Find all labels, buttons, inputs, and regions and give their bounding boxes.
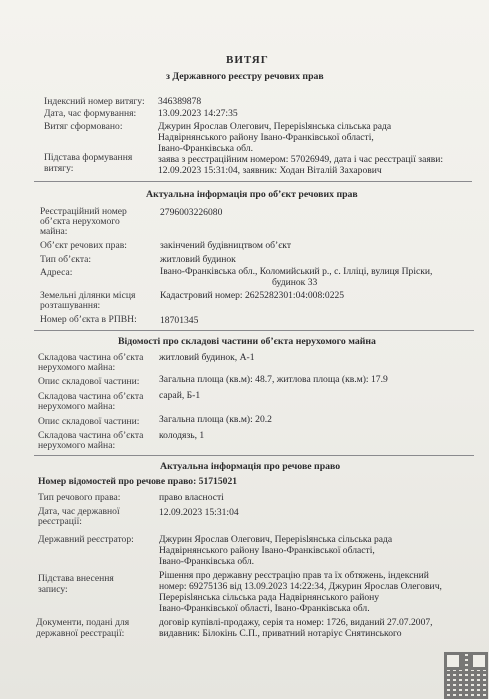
formed-label: Витяг сформовано: <box>44 121 123 132</box>
document-title: ВИТЯГ <box>226 54 269 66</box>
reg-number-value: 2796003226080 <box>160 207 223 218</box>
basis-value-line-2: 12.09.2023 15:31:04, заявник: Ходан Віталій Захарович <box>158 165 382 176</box>
divider <box>34 455 474 456</box>
land-value: Кадастровий номер: 2625282301:04:008:0225 <box>160 290 345 301</box>
desc2-label: Опис складової частини: <box>38 416 140 427</box>
object-label: Об’єкт речових прав: <box>40 240 127 251</box>
address-label: Адреса: <box>40 267 73 278</box>
reg-date-label-line-2: реєстрації: <box>38 516 82 527</box>
registrar-value-line-1: Джурин Ярослав Олегович, Перерislянська сільська рада <box>159 534 393 545</box>
reg-number-label-line-2: об’єкта нерухомого <box>40 216 120 227</box>
part3-value: колодязь, 1 <box>159 430 205 441</box>
right-type-value: право власності <box>159 492 224 503</box>
object-value: закінчений будівництвом об’єкт <box>160 240 292 251</box>
record-number-label: Номер відомостей про речове право: 51715021 <box>38 476 238 487</box>
qr-finder <box>470 652 488 670</box>
right-type-label: Тип речового права: <box>38 492 121 503</box>
entry-basis-value-line-4: Івано-Франківської області, Івано-Франківська обл. <box>159 603 370 614</box>
entry-basis-value-line-1: Рішення про державну реєстрацію прав та їх обтяжень, індексний <box>159 570 429 581</box>
reg-date-label-line-1: Дата, час державної <box>38 506 120 517</box>
registrar-label: Державний реєстратор: <box>38 534 134 545</box>
index-number-label: Індексний номер витягу: <box>44 96 145 107</box>
land-label-line-2: розташування: <box>40 300 101 311</box>
reg-date-value: 12.09.2023 15:31:04 <box>159 507 239 518</box>
components-section-title: Відомості про складові частини об’єкта нерухомого майна <box>118 336 376 347</box>
rights-section-title: Актуальна інформація про речове право <box>160 461 341 472</box>
basis-value-line-1: заява з реєстраційним номером: 57026949, дата і час реєстрації заяви: <box>158 154 444 165</box>
land-label-line-1: Земельні ділянки місця <box>40 290 136 301</box>
docs-value-line-2: видавник: Білокінь С.П., приватний нотаріус Снятинського <box>159 628 402 639</box>
docs-value-line-1: договір купівлі-продажу, серія та номер: 1726, виданий 27.07.2007, <box>159 617 433 628</box>
rpvn-label: Номер об’єкта в РПВН: <box>40 314 137 325</box>
entry-basis-label-line-1: Підстава внесення <box>38 573 114 584</box>
reg-number-label-line-1: Реєстраційний номер <box>40 206 127 217</box>
datetime-value: 13.09.2023 14:27:35 <box>158 108 238 119</box>
entry-basis-value-line-3: Перерislянська сільська рада Надвірнянського району <box>159 592 380 603</box>
reg-number-label-line-3: майна: <box>40 226 68 237</box>
part1-label-line-2: нерухомого майна: <box>38 362 116 373</box>
entry-basis-value-line-2: номер: 69275136 від 13.09.2023 14:22:34, Джурин Ярослав Олегович, <box>159 581 442 592</box>
part2-value: сарай, Б-1 <box>159 390 201 401</box>
part2-label-line-1: Складова частина об’єкта <box>38 391 144 402</box>
qr-code <box>444 652 488 699</box>
divider <box>34 330 474 331</box>
address-value-line-1: Івано-Франківська обл., Коломийський р., с. Ілліці, вулиця Пріски, <box>160 266 433 277</box>
part2-label-line-2: нерухомого майна: <box>38 401 116 412</box>
address-value-line-2: будинок 33 <box>272 277 318 288</box>
rpvn-value: 18701345 <box>160 315 199 326</box>
basis-label-line-1: Підстава формування <box>44 152 133 163</box>
entry-basis-label-line-2: запису: <box>38 584 68 595</box>
part1-value: житловий будинок, А-1 <box>159 352 255 363</box>
desc1-label: Опис складової частини: <box>38 376 140 387</box>
index-number-value: 346389878 <box>158 96 202 107</box>
docs-label-line-2: державної реєстрації: <box>36 628 125 639</box>
datetime-label: Дата, час формування: <box>44 108 137 119</box>
part1-label-line-1: Складова частина об’єкта <box>38 352 144 363</box>
formed-value-line-1: Джурин Ярослав Олегович, Перерislянська сільська рада <box>158 121 392 132</box>
desc2-value: Загальна площа (кв.м): 20.2 <box>159 414 272 425</box>
part3-label-line-1: Складова частина об’єкта <box>38 430 144 441</box>
basis-label-line-2: витягу: <box>44 163 74 174</box>
formed-value-line-2: Надвірнянського району Івано-Франківської області, <box>158 132 374 143</box>
qr-finder <box>444 652 462 670</box>
document-subtitle: з Державного реєстру речових прав <box>166 71 324 82</box>
registrar-value-line-2: Надвірнянського району Івано-Франківської області, <box>159 545 375 556</box>
object-section-title: Актуальна інформація про об’єкт речових прав <box>146 189 358 200</box>
docs-label-line-1: Документи, подані для <box>36 617 130 628</box>
desc1-value: Загальна площа (кв.м): 48.7, житлова площа (кв.м): 17.9 <box>159 374 388 385</box>
divider <box>34 181 472 182</box>
registrar-value-line-3: Івано-Франківська обл. <box>159 556 254 567</box>
part3-label-line-2: нерухомого майна: <box>38 440 116 451</box>
formed-value-line-3: Івано-Франківська обл. <box>158 143 253 154</box>
object-type-value: житловий будинок <box>160 254 236 265</box>
object-type-label: Тип об’єкта: <box>40 254 92 265</box>
